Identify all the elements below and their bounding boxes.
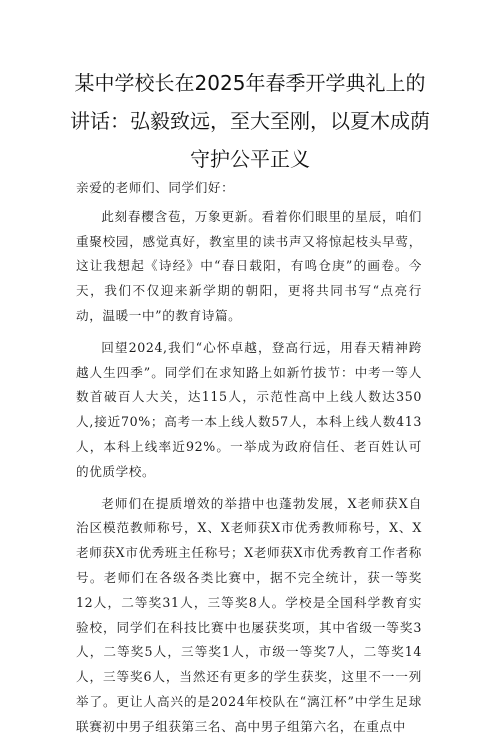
paragraph-teacher-achievements: 老师们在提质增效的举措中也蓬勃发展，X老师获X自治区模范教师称号，X、X老师获X市优秀教师称号，X、X老师获X市优秀班主任称号；X老师获X市优秀教育工作者称号。老师们在各级各类比赛中，据不完全统计，获一等奖12人，二等奖31人，三等奖8人。学校是全国科学教育实验校，同学们在科技比赛中也屡获奖项，其中省级一等奖3人，二等奖5人，三等奖1人，市级一等奖7人，二等奖14人，三等奖6人，当然还有更多的学生获奖，这里不一一列举了。更让人高兴的是2024年校队在“漓江杯”中学生足球联赛初中男子组获第三名、高中男子组第六名，在重点中 (76, 495, 422, 734)
salutation: 亲爱的老师们、同学们好： (76, 180, 235, 195)
paragraph-review-2024: 回望2024,我们“心怀卓越，登高行远，用春天精神跨越人生四季”。同学们在求知路上如新竹拔节：中考一等人数首破百人大关，达115人，示范性高中上线人数达350人,接近70%；高考一本上线人数57人，本科上线人数413人，本科上线率近92%。一举成为政府信任、老百姓认可的优质学校。 (76, 339, 422, 479)
document-body (76, 176, 422, 747)
document-title: 某中学校长在2025年春季开学典礼上的讲话：弘毅致远，至大至刚，以夏木成荫守护公平正义 (70, 71, 430, 171)
paragraph-opening: 此刻春樱含苞，万象更新。看着你们眼里的星辰，咱们重聚校园，感觉真好，教室里的读书声又将惊起枝头早莺，这让我想起《诗经》中“春日载阳，有鸣仓庚”的画卷。今天，我们不仅迎来新学期的朝阳，更将共同书写“点亮行动，温暖一中”的教育诗篇。 (76, 208, 422, 323)
